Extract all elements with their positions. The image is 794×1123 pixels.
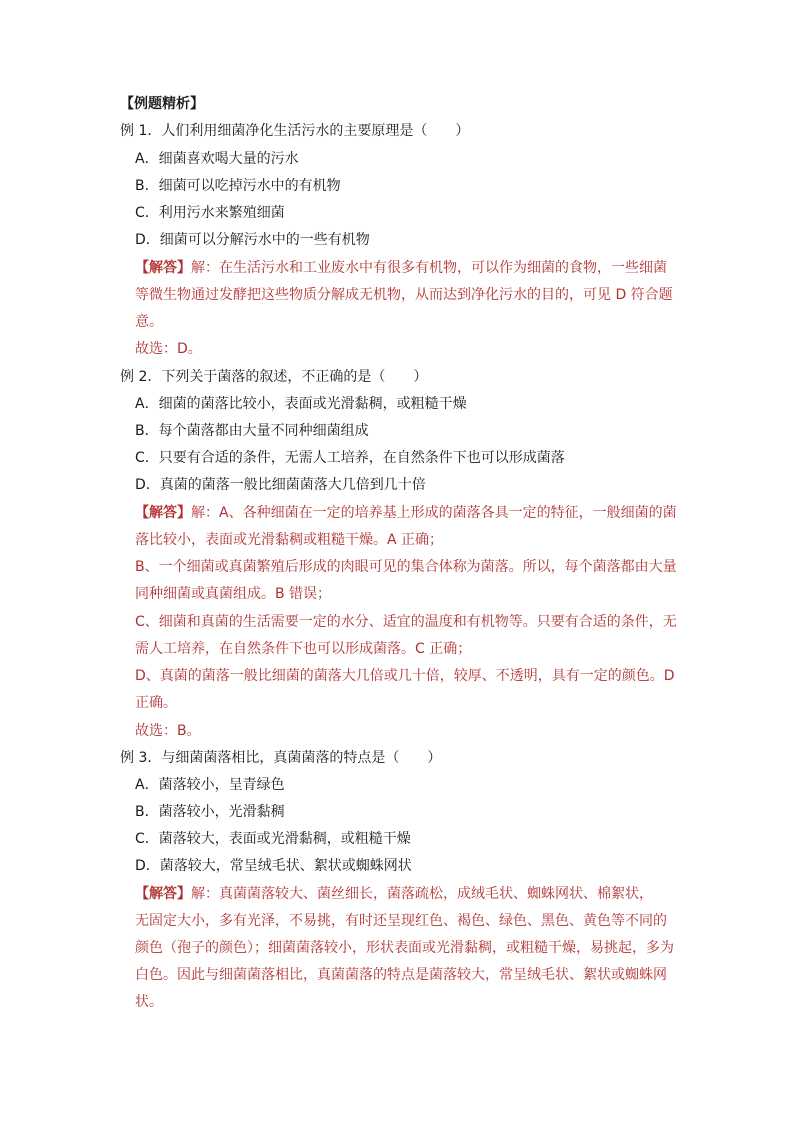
question-2-answer-line-7: D、真菌的菌落一般比细菌的菌落大几倍或几十倍，较厚、不透明，具有一定的颜色。D bbox=[135, 668, 675, 684]
answer-tag: 【解答】 bbox=[135, 505, 191, 521]
answer-text: 解：A、各种细菌在一定的培养基上形成的菌落各具一定的特征，一般细菌的菌 bbox=[191, 505, 677, 521]
question-2-option-b: B．每个菌落都由大量不同种细菌组成 bbox=[135, 423, 369, 439]
answer-text: 解：在生活污水和工业废水中有很多有机物，可以作为细菌的食物，一些细菌 bbox=[191, 260, 667, 276]
answer-text: 解：真菌菌落较大、菌丝细长，菌落疏松，成绒毛状、蜘蛛网状、棉絮状， bbox=[191, 886, 653, 902]
question-2-answer-line-6: 需人工培养，在自然条件下也可以形成菌落。C 正确； bbox=[135, 641, 472, 657]
question-1-option-d: D．细菌可以分解污水中的一些有机物 bbox=[135, 232, 370, 248]
section-title: 【例题精析】 bbox=[120, 96, 204, 112]
question-2-answer-line-1 bbox=[135, 504, 677, 522]
question-3-answer-line-2: 无固定大小，多有光泽，不易挑，有时还呈现红色、褐色、绿色、黑色、黄色等不同的 bbox=[135, 913, 667, 929]
question-2-option-d: D．真菌的菌落一般比细菌菌落大几倍到几十倍 bbox=[135, 477, 426, 493]
question-1-option-a: A．细菌喜欢喝大量的污水 bbox=[135, 151, 299, 167]
question-2-option-c: C．只要有合适的条件，无需人工培养，在自然条件下也可以形成菌落 bbox=[135, 450, 565, 466]
question-3-answer-line-4: 白色。因此与细菌菌落相比，真菌菌落的特点是菌落较大，常呈绒毛状、絮状或蜘蛛网 bbox=[135, 967, 667, 983]
question-2-choice: 故选：B。 bbox=[135, 723, 201, 739]
question-3-stem: 例 3．与细菌菌落相比，真菌菌落的特点是（ ） bbox=[120, 750, 442, 766]
question-2-stem: 例 2．下列关于菌落的叙述，不正确的是（ ） bbox=[120, 369, 428, 385]
question-1-answer-line-3: 意。 bbox=[135, 314, 163, 330]
answer-tag: 【解答】 bbox=[135, 886, 191, 902]
question-1-option-c: C．利用污水来繁殖细菌 bbox=[135, 205, 285, 221]
question-1-option-b: B．细菌可以吃掉污水中的有机物 bbox=[135, 178, 341, 194]
question-1-stem: 例 1．人们利用细菌净化生活污水的主要原理是（ ） bbox=[120, 123, 470, 139]
question-3-answer-line-5: 状。 bbox=[135, 994, 163, 1010]
question-2-answer-line-4: 同种细菌或真菌组成。B 错误； bbox=[135, 586, 332, 602]
question-3-option-b: B．菌落较小，光滑黏稠 bbox=[135, 804, 285, 820]
question-2-answer-line-5: C、细菌和真菌的生活需要一定的水分、适宜的温度和有机物等。只要有合适的条件，无 bbox=[135, 614, 677, 630]
question-3-answer-line-1 bbox=[135, 885, 653, 903]
question-2-answer-line-8: 正确。 bbox=[135, 695, 177, 711]
question-1-answer-line-1 bbox=[135, 259, 667, 277]
question-3-answer-line-3: 颜色（孢子的颜色）；细菌菌落较小，形状表面或光滑黏稠，或粗糙干燥，易挑起，多为 bbox=[135, 940, 674, 956]
question-2-option-a: A．细菌的菌落比较小，表面或光滑黏稠，或粗糙干燥 bbox=[135, 396, 467, 412]
question-1-answer-line-2: 等微生物通过发酵把这些物质分解成无机物，从而达到净化污水的目的，可见 D 符合题 bbox=[135, 287, 673, 303]
question-1-choice: 故选：D。 bbox=[135, 341, 202, 357]
question-3-option-d: D．菌落较大，常呈绒毛状、絮状或蜘蛛网状 bbox=[135, 858, 412, 874]
question-3-option-a: A．菌落较小，呈青绿色 bbox=[135, 777, 285, 793]
question-3-option-c: C．菌落较大，表面或光滑黏稠，或粗糙干燥 bbox=[135, 831, 411, 847]
question-2-answer-line-3: B、一个细菌或真菌繁殖后形成的肉眼可见的集合体称为菌落。所以，每个菌落都由大量 bbox=[135, 559, 677, 575]
answer-tag: 【解答】 bbox=[135, 260, 191, 276]
question-2-answer-line-2: 落比较小，表面或光滑黏稠或粗糙干燥。A 正确； bbox=[135, 532, 444, 548]
